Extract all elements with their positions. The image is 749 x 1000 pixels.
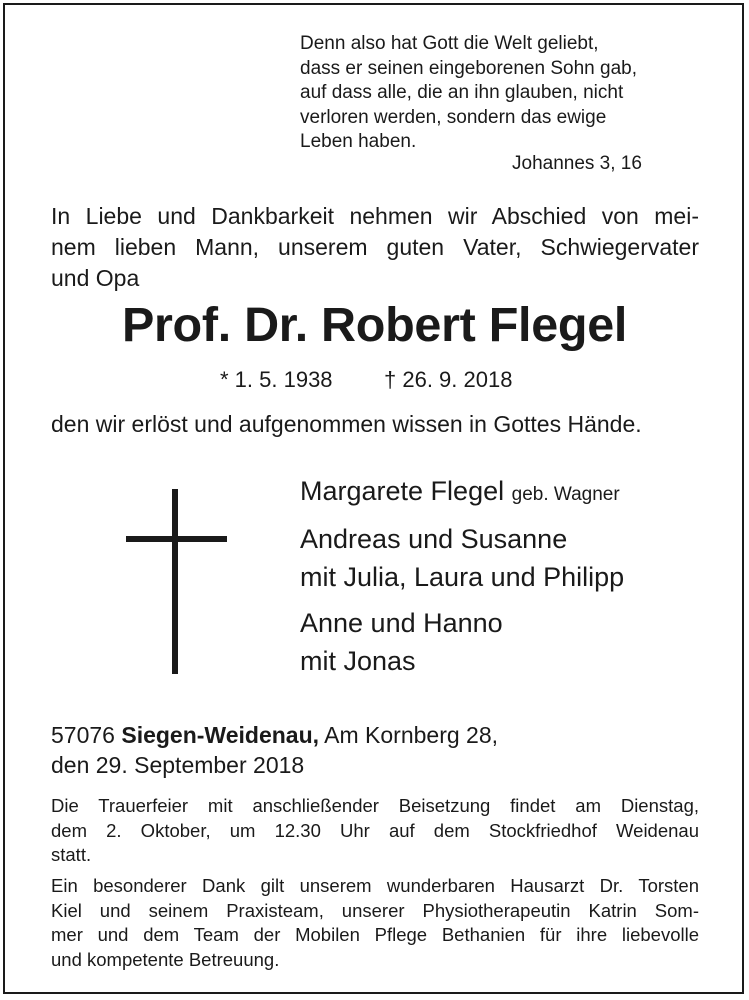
address-street: Am Kornberg 28,: [324, 722, 499, 748]
family-line: Andreas und Susanne: [300, 524, 568, 554]
deceased-name: Prof. Dr. Robert Flegel: [121, 298, 628, 352]
birth-date: * 1. 5. 1938: [220, 367, 333, 392]
funeral-info: [51, 794, 699, 868]
verse-line: verloren werden, sondern das ewige: [300, 106, 607, 128]
thanks-line: Kiel und seinem Praxisteam, unserer Physiotherapeutin Katrin Som-: [51, 899, 699, 921]
spouse-maiden-name: geb. Wagner: [511, 484, 620, 505]
thanks-line: mer und dem Team der Mobilen Pflege Bethanien für ihre liebevolle: [51, 924, 699, 945]
verse-line: Denn also hat Gott die Welt geliebt,: [300, 33, 599, 54]
funeral-line: statt.: [51, 844, 92, 865]
funeral-line: dem 2. Oktober, um 12.30 Uhr auf dem Stockfriedhof Weidenau: [51, 819, 699, 841]
bible-verse: [300, 32, 637, 155]
cross-horizontal-bar: [126, 536, 227, 542]
verse-reference: Johannes 3, 16: [512, 153, 642, 174]
cross-vertical-bar: [172, 489, 178, 674]
thanks-info: [51, 874, 699, 972]
thanks-line: und kompetente Betreuung.: [51, 948, 280, 970]
verse-line: Leben haben.: [300, 131, 417, 152]
family-line: mit Jonas: [300, 646, 416, 676]
address-zip: 57076: [51, 722, 115, 748]
death-date: † 26. 9. 2018: [384, 367, 513, 392]
intro-line: nem lieben Mann, unserem guten Vater, Schwiegervater: [51, 234, 699, 260]
closing-line: den wir erlöst und aufgenommen wissen in Gottes Hände.: [51, 411, 642, 437]
intro-line: In Liebe und Dankbarkeit nehmen wir Abschied von mei-: [51, 203, 699, 229]
notice-date: den 29. September 2018: [51, 752, 305, 778]
verse-line: dass er seinen eingeborenen Sohn gab,: [300, 57, 637, 79]
address-city: Siegen-Weidenau,: [121, 722, 320, 748]
thanks-line: Ein besonderer Dank gilt unserem wunderbaren Hausarzt Dr. Torsten: [51, 875, 699, 896]
family-line: Anne und Hanno: [300, 608, 503, 638]
address-line: [51, 722, 498, 749]
spouse-name: Margarete Flegel: [300, 476, 505, 506]
verse-line: auf dass alle, die an ihn glauben, nicht: [300, 82, 624, 103]
family-spouse: [300, 476, 620, 507]
family-line: mit Julia, Laura und Philipp: [300, 562, 625, 592]
intro-text: [51, 201, 699, 294]
intro-line: und Opa: [51, 265, 140, 291]
funeral-line: Die Trauerfeier mit anschließender Beisetzung findet am Dienstag,: [51, 795, 699, 816]
